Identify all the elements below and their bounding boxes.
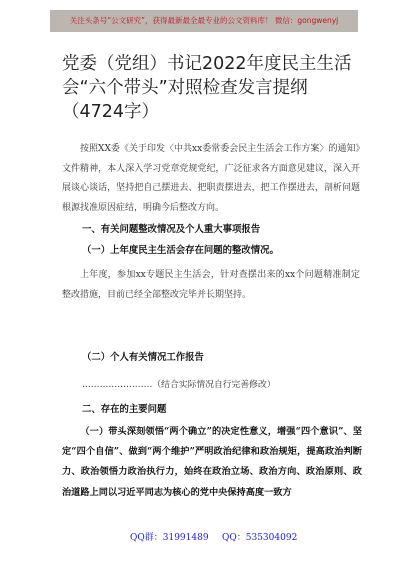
section-1-heading: 一、有关问题整改情况及个人重大事项报告: [82, 224, 261, 235]
intro-paragraph: 按照XX委《关于印发〈中共xx委常委会民主生活会工作方案〉的通知》文件精神，本人深入学习党章党规党纪，广泛征求各方面意见建议，深入开展谈心谈话，坚持把自己摆进去、把职责摆进去，把工作摆进去，剖析问题根源找准原因症结，明确今后整改方向。: [62, 144, 360, 213]
section-2-sub1-paragraph: （一）带头深刻领悟“两个确立”的决定性意义，增强“四个意识”、坚定“四个自信”、做到“两个维护”严明政治纪律和政治规矩，提高政治判断力、政治领悟力政治执行力，始终在政治立场、政治方向、政治原则、政治道路上同以习近平同志为核心的党中央保持高度一致方: [62, 426, 362, 498]
footer-qq-group: QQ群：31991489: [130, 533, 209, 543]
section-1-subheading-2: （二）个人有关情况工作报告: [82, 352, 204, 363]
footer-qq-number: QQ：535304092: [222, 533, 298, 543]
section-1-sub1-paragraph: 上年度，参加xx专题民主生活会，针对查摆出来的xx个问题精准制定整改措施，目前已经全部整改完毕并长期坚持。: [62, 270, 360, 300]
footer-contact: [0, 530, 408, 546]
section-1-subheading-1: （一）上年度民主生活会存在问题的整改情况。: [82, 245, 279, 256]
document-title: 党委（党组）书记2022年度民主生活会“六个带头”对照检查发言提纲（4724字）: [62, 54, 352, 122]
header-banner: 关注头条号“公文研究”，获得最新最全最专业的公文资料库！ 微信：gongwenyj: [50, 10, 358, 32]
section-1-sub2-placeholder: ……………………（结合实际情况自行完善修改）: [82, 380, 276, 390]
section-2-heading: 二、存在的主要问题: [82, 404, 167, 415]
